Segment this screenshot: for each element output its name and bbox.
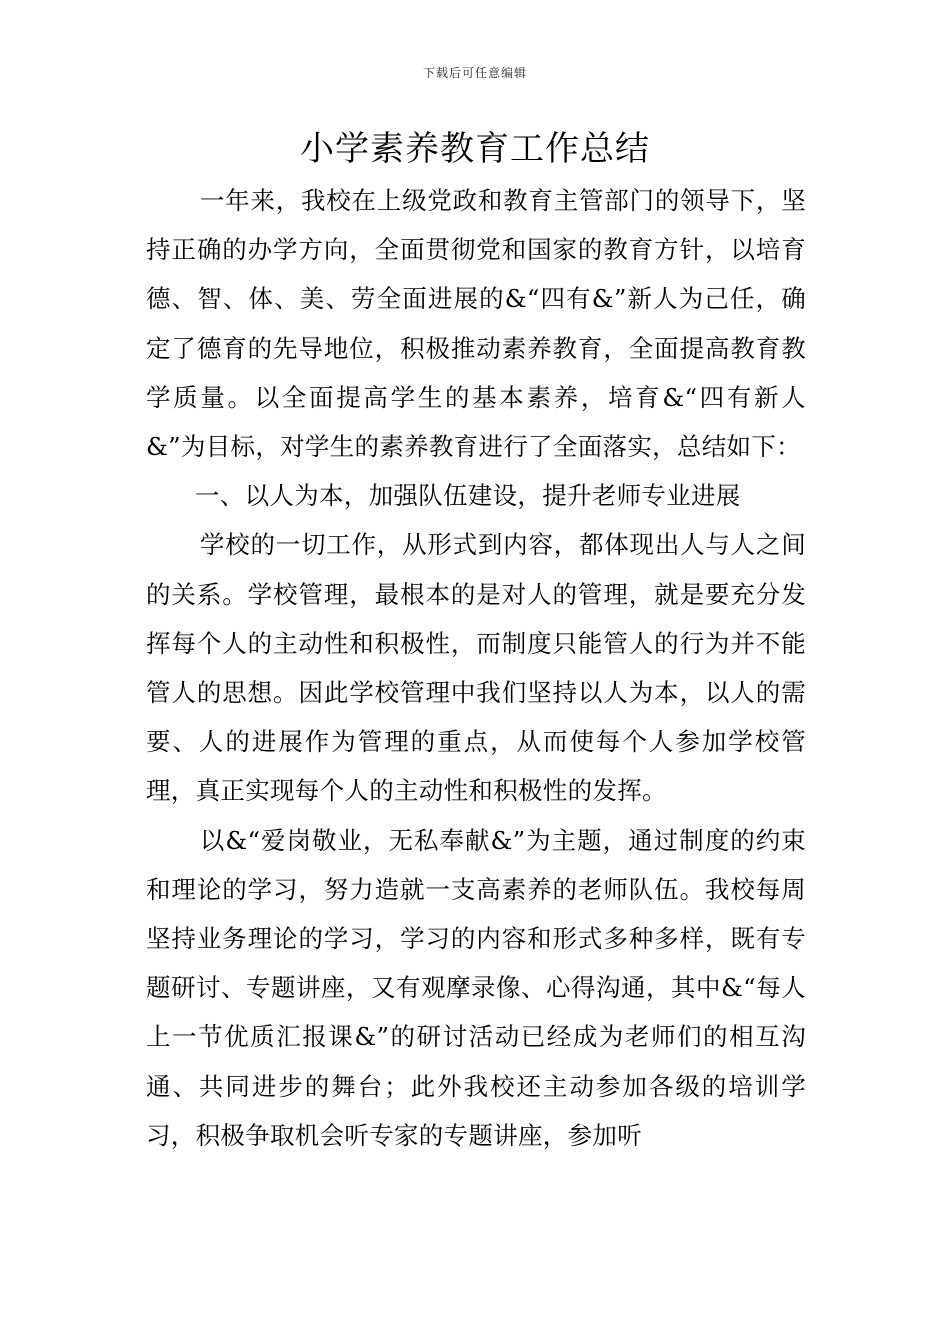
intro-paragraph: 一年来，我校在上级党政和教育主管部门的领导下，坚持正确的办学方向，全面贯彻党和国家的教育方针，以培育德、智、体、美、劳全面进展的&“四有&”新人为己任，确定了德育的先导地位，积极推动素养教育，全面提高教育教学质量。以全面提高学生的基本素养，培育&“四有新人&”为目标，对学生的素养教育进行了全面落实，总结如下： [146,186,806,462]
document-title: 小学素养教育工作总结 [300,129,650,169]
body-paragraph: 学校的一切工作，从形式到内容，都体现出人与人之间的关系。学校管理，最根本的是对人的管理，就是要充分发挥每个人的主动性和积极性，而制度只能管人的行为并不能管人的思想。因此学校管理中我们坚持以人为本，以人的需要、人的进展作为管理的重点，从而使每个人参加学校管理，真正实现每个人的主动性和积极性的发挥。 [146,530,806,806]
header-note: 下载后可任意编辑 [422,66,527,80]
document-body [146,176,806,1160]
section-heading-1: 一、以人为本，加强队伍建设，提升老师专业进展 [195,481,741,511]
body-paragraph: 以&“爱岗敬业，无私奉献&”为主题，通过制度的约束和理论的学习，努力造就一支高素养的老师队伍。我校每周坚持业务理论的学习，学习的内容和形式多种多样，既有专题研讨、专题讲座，又有观摩录像、心得沟通，其中&“每人上一节优质汇报课&”的研讨活动已经成为老师们的相互沟通、共同进步的舞台；此外我校还主动参加各级的培训学习，积极争取机会听专家的专题讲座，参加听 [146,825,806,1150]
